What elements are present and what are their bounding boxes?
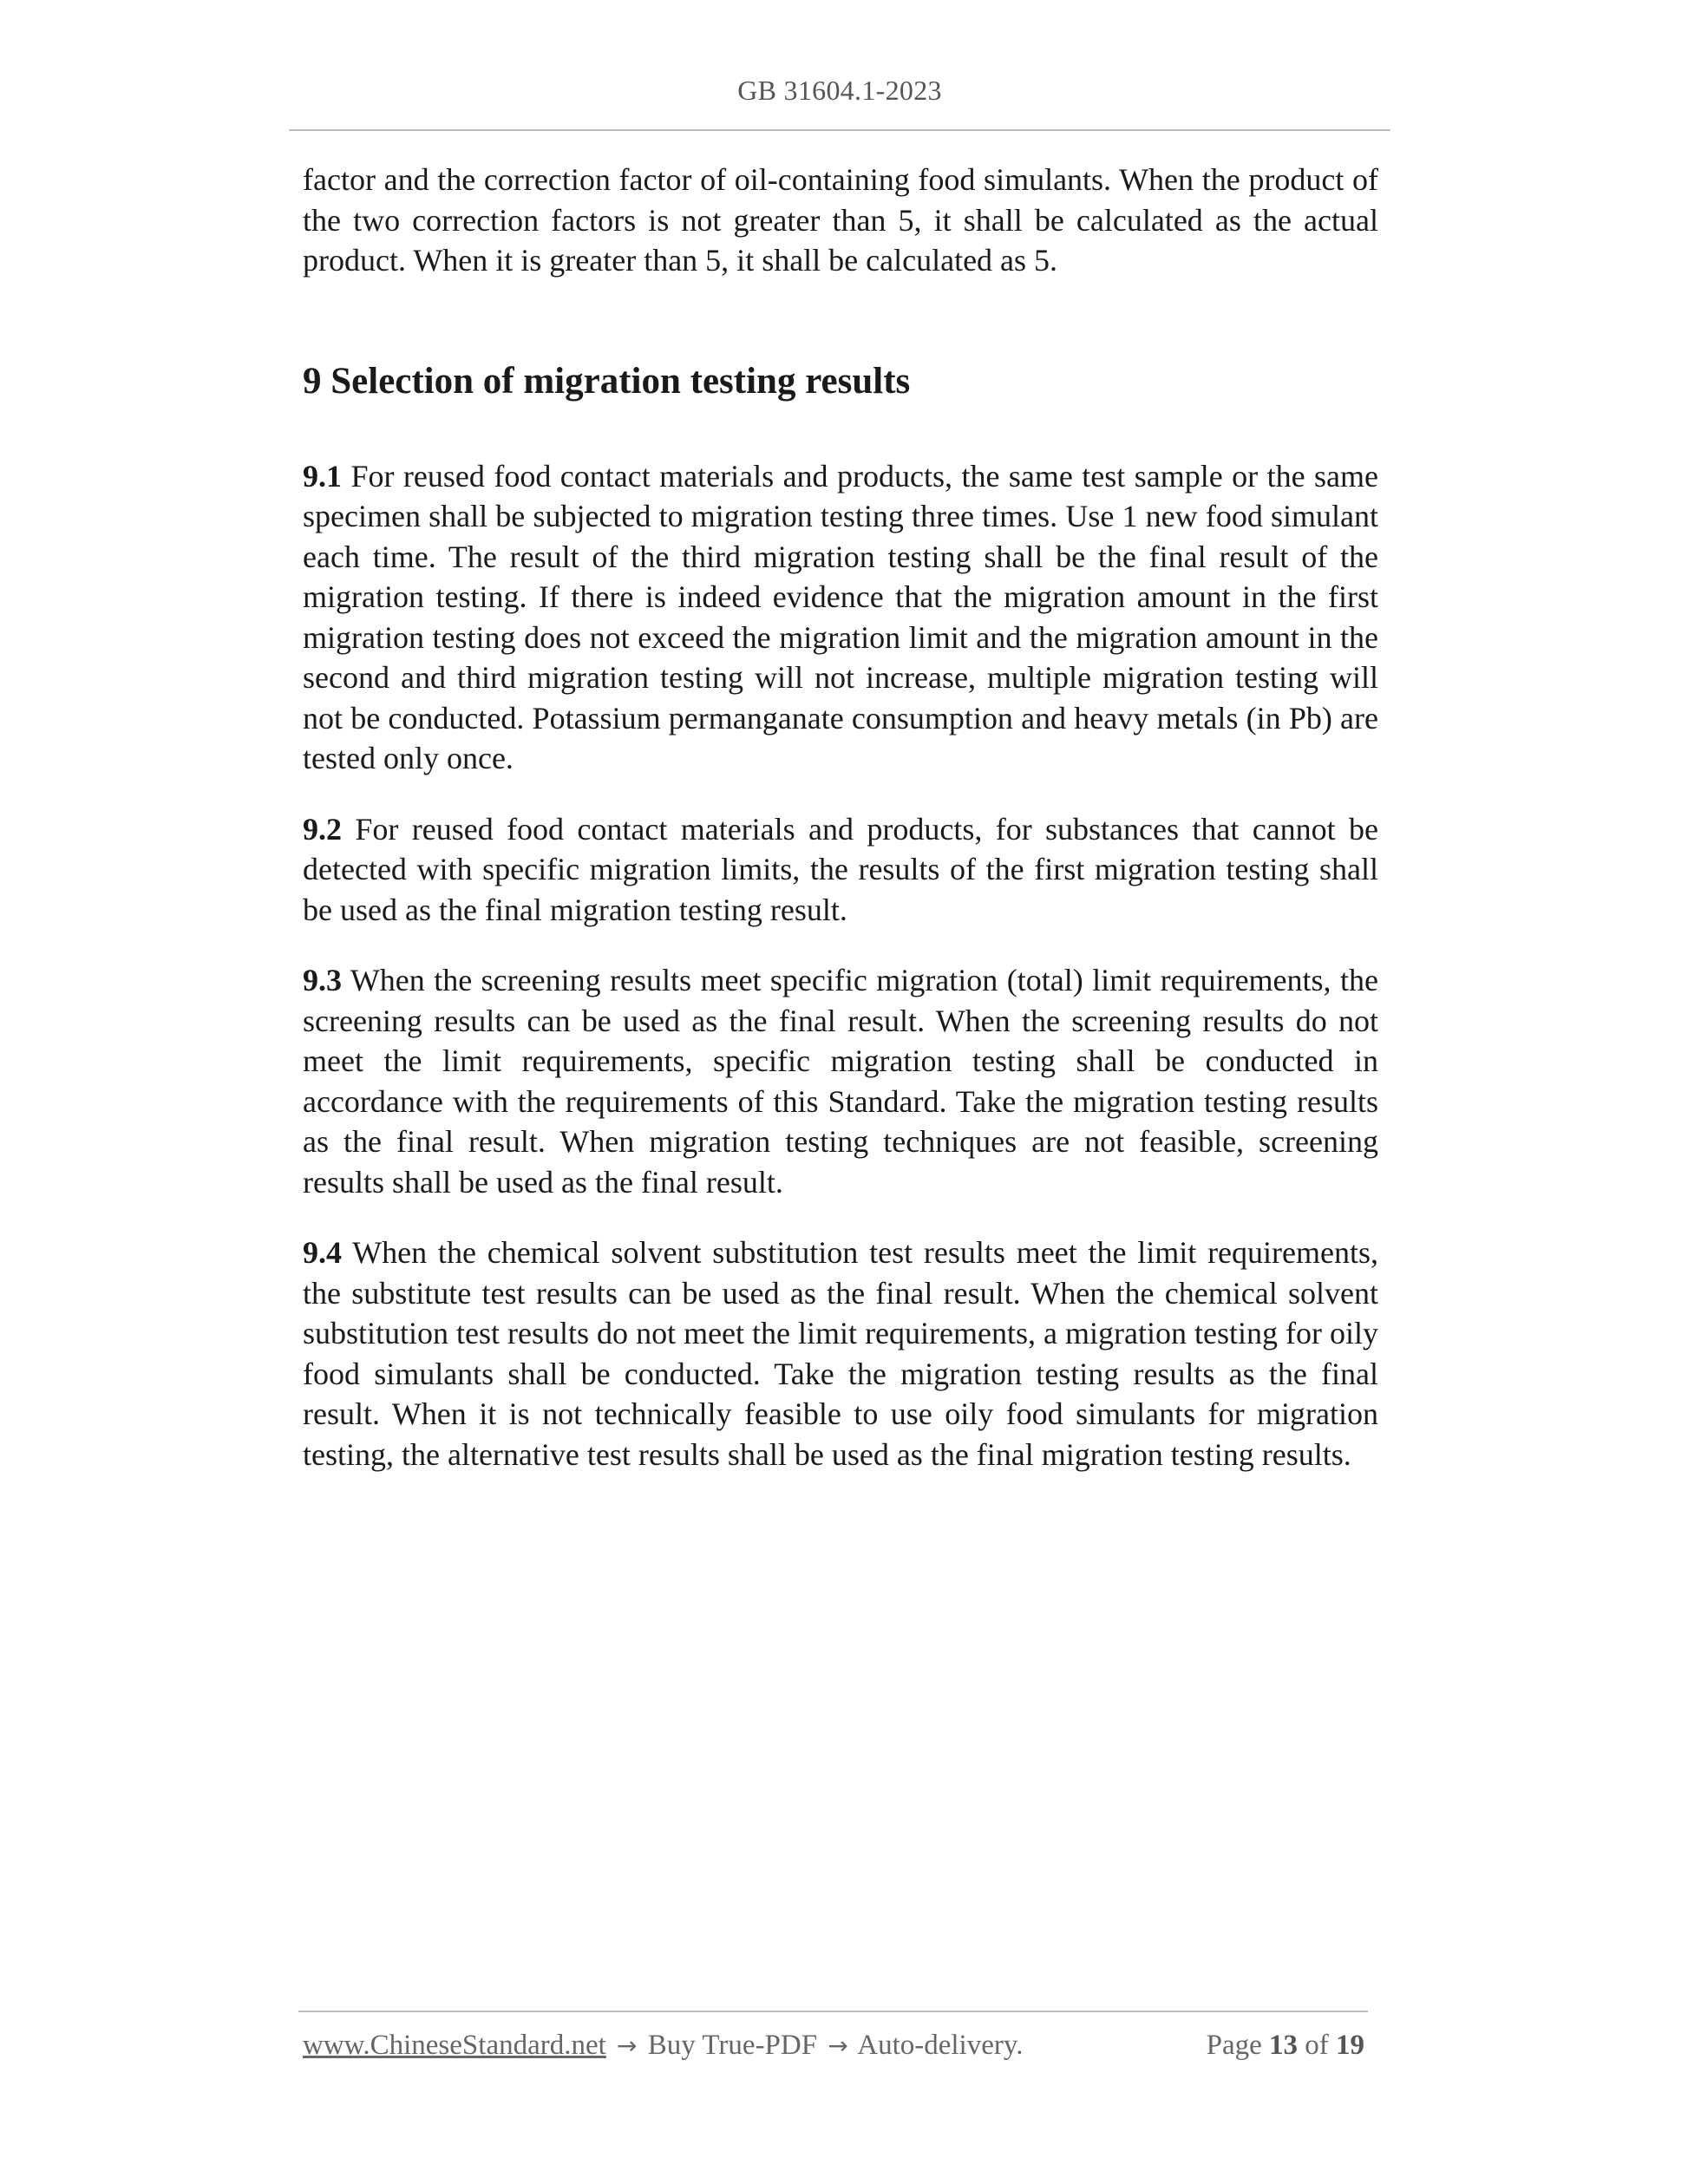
arrow-right-icon: → [828,2031,848,2060]
auto-delivery-text: Auto-delivery. [857,2030,1024,2061]
clause-number: 9.1 [303,458,342,494]
header-divider [289,129,1390,131]
clause-text: When the chemical solvent substitution test results meet the limit requirements, the substitute test results can be used as the final result. When the chemical solvent substitution test results do not meet the limit requirements, a migration testing for oily food simulants shall be conducted. Take the migration testing results as the final result. When it is not technically feasible to use oily food simulants for migration testing, the alternative test results shall be used as the final migration testing results. [303,1235,1378,1472]
intro-paragraph: factor and the correction factor of oil-containing food simulants. When the product of the two correction factors is not greater than 5, it shall be calculated as the actual product. When it is greater than 5, it shall be calculated as 5. [303,162,1378,278]
clause-9-3 [303,960,1378,1202]
clause-text: When the screening results meet specific migration (total) limit requirements, the screening results can be used as the final result. When the screening results do not meet the limit requirements, specific migration testing shall be conducted in accordance with the requirements of this Standard. Take the migration testing results as the final result. When migration testing techniques are not feasible, screening results shall be used as the final result. [303,963,1378,1200]
clause-9-1 [303,456,1378,779]
footer-purchase-line [303,2030,1023,2062]
page-footer [303,2030,1370,2068]
clause-text: For reused food contact materials and products, the same test sample or the same specimen shall be subjected to migration testing three times. Use 1 new food simulant each time. The result of the third migration testing shall be the final result of the migration testing. If there is indeed evidence that the migration amount in the first migration testing does not exceed the migration limit and the migration amount in the second and third migration testing will not increase, multiple migration testing will not be conducted. Potassium permanganate consumption and heavy metals (in Pb) are tested only once. [303,458,1379,775]
page-counter [1207,2030,1364,2062]
clause-9-4 [303,1233,1378,1475]
footer-divider [298,2011,1368,2012]
clause-number: 9.4 [303,1235,342,1270]
clause-number: 9.2 [303,811,342,847]
buy-pdf-text: Buy True-PDF [647,2030,818,2061]
total-pages-number: 19 [1336,2030,1364,2061]
arrow-right-icon: → [617,2031,638,2060]
clause-number: 9.3 [303,963,342,997]
current-page-number: 13 [1269,2030,1298,2061]
clause-text: For reused food contact materials and products, for substances that cannot be detected with specific migration limits, the results of the first migration testing shall be used as the final migration testing result. [303,811,1379,927]
section-heading: 9 Selection of migration testing results [303,360,911,402]
clause-9-2 [303,809,1378,931]
page-body [303,160,1378,1505]
site-link[interactable]: www.ChineseStandard.net [303,2030,606,2061]
of-label: of [1305,2030,1329,2061]
running-header-doc-code: GB 31604.1-2023 [737,75,942,106]
page-label: Page [1206,2030,1262,2061]
